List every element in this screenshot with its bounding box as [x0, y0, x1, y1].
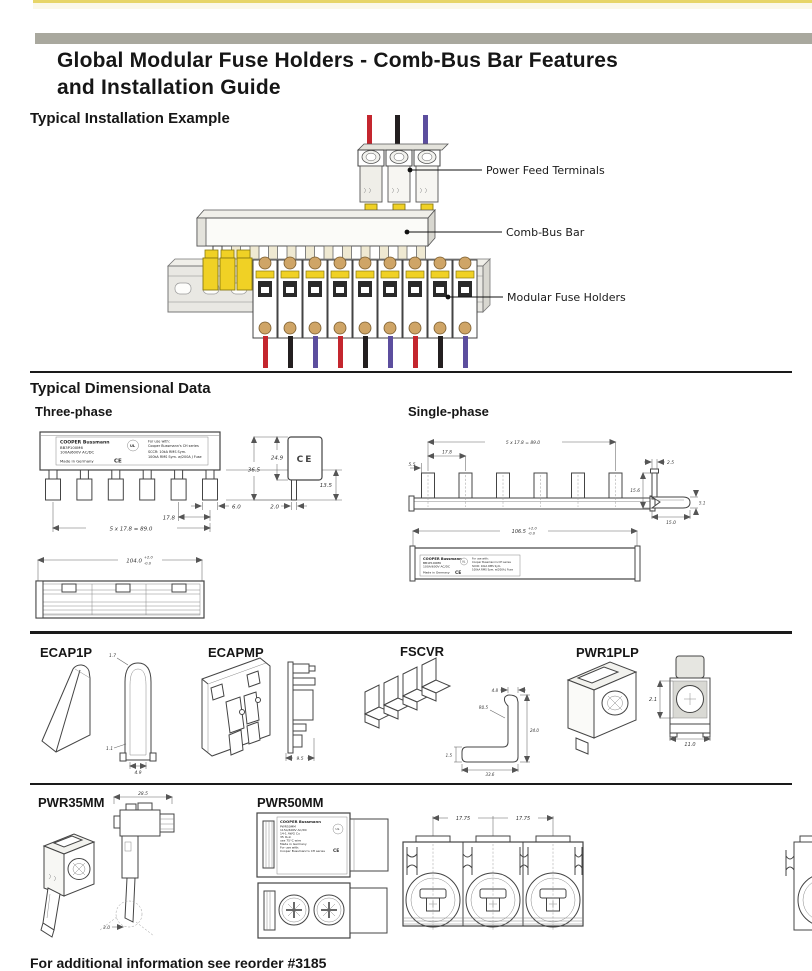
- ecap1p-front-view: [106, 653, 156, 776]
- pwr35mm-iso-view: [41, 834, 94, 937]
- dim-body-height: 24.9: [270, 455, 284, 462]
- sp-nameplate-origin: Made in Germany: [423, 570, 450, 575]
- svg-text:UL: UL: [335, 827, 340, 832]
- callout-fuse-holders-label: Modular Fuse Holders: [507, 291, 626, 304]
- three-phase-label: Three-phase: [35, 404, 113, 419]
- svg-text:UL: UL: [462, 560, 466, 564]
- installation-heading: Typical Installation Example: [30, 110, 230, 127]
- header-gray-bar: [35, 33, 812, 44]
- three-phase-drawing: [30, 424, 380, 624]
- ecap1p-iso-view: [42, 665, 90, 752]
- label-ecapmp: ECAPMP: [208, 645, 264, 660]
- dim-sp-overall: 5 x 17.8 = 89.0: [505, 441, 541, 446]
- nameplate-use2: Cooper Bussmann's CH series: [148, 444, 199, 448]
- nameplate-use4: 100kA RMS Sym. w/200A J Fuse: [148, 455, 202, 459]
- accessories-row1-drawings: [30, 640, 790, 783]
- nameplate-use1: For use with:: [148, 439, 170, 444]
- label-pwr1plp: PWR1PLP: [576, 645, 639, 660]
- section-divider-1: [30, 371, 792, 373]
- label-fscvr: FSCVR: [400, 644, 445, 659]
- ce-mark-side: CE: [296, 455, 314, 465]
- label-pwr35mm: PWR35MM: [38, 795, 105, 810]
- section-divider-2: [30, 631, 792, 634]
- nameplate-brand: COOPER Bussmann: [60, 440, 110, 446]
- dim-tol-plus: +2.0: [144, 555, 153, 560]
- dim-overall: 5 x 17.8 = 89.0: [109, 526, 153, 533]
- footer-note: For additional information see reorder #3185: [30, 955, 327, 971]
- svg-text:UL: UL: [130, 444, 136, 448]
- section-divider-3: [30, 783, 792, 785]
- nameplate-use3: SCCR: 10kA RMS Sym.: [148, 450, 187, 454]
- dim-tooth-height: 13.5: [319, 483, 332, 489]
- page-title: [57, 47, 767, 101]
- nameplate-origin: Made in Germany: [60, 458, 94, 464]
- sp-nameplate-rating: 100A/600V AC/DC: [423, 564, 451, 569]
- ecapmp-iso-view: [202, 658, 270, 756]
- callout-bus-bar-label: Comb-Bus Bar: [506, 226, 585, 239]
- nameplate-rating: 100A/600V AC/DC: [60, 449, 95, 455]
- pwr50-nameplate-origin: Made in Germany: [280, 842, 307, 846]
- pwr1plp-front-view: [649, 656, 710, 748]
- dim-ecapmp-depth: 9.5: [296, 757, 304, 762]
- dim-fscvr-tip: 4.8: [491, 688, 498, 693]
- dim-pwr1plp-width: 11.0: [684, 742, 696, 748]
- dim-fscvr-height: 24.0: [530, 728, 539, 733]
- pwr50-nameplate-torque: 35 lb-in: [280, 835, 292, 839]
- page-title-line1: Global Modular Fuse Holders - Comb-Bus Bar Features: [57, 49, 618, 72]
- label-pwr50mm: PWR50MM: [257, 795, 324, 810]
- pwr50-nameplate-part: PWR50MM: [280, 824, 296, 829]
- modular-fuse-holders: [253, 257, 477, 338]
- single-phase-label: Single-phase: [408, 404, 489, 419]
- dim-length: 104.0: [126, 558, 142, 565]
- three-phase-teeth: [46, 470, 218, 500]
- sp-nameplate-part: BB1P100M6: [423, 561, 442, 565]
- dim-pitch: 17.8: [162, 515, 175, 522]
- label-ecap1p: ECAP1P: [40, 645, 93, 660]
- single-phase-top-view: [409, 440, 655, 511]
- pwr50-nameplate-brand: COOPER Bussmann: [280, 819, 321, 824]
- fscvr-profile-view: [446, 687, 540, 777]
- single-phase-profile-view: [630, 459, 705, 526]
- dim-fscvr-thickness: 1.5: [445, 753, 452, 758]
- dim-tol-minus: -0.0: [144, 561, 152, 566]
- end-clips: [203, 250, 252, 290]
- pwr50mm-top-view: [257, 813, 388, 877]
- dim-pwr35-depth: 28.5: [138, 792, 148, 797]
- pwr50-nameplate-wire: 14-1 AWG Cu: [280, 831, 300, 836]
- sp-nameplate-use1: For use with:: [472, 557, 489, 561]
- pwr50-ce-mark: CE: [333, 849, 340, 854]
- dim-ecap-base: 4.9: [134, 771, 142, 776]
- ce-mark: CE: [114, 458, 122, 465]
- sp-nameplate-brand: COOPER Bussmann: [423, 557, 462, 561]
- accessories-row2-drawings: [30, 790, 812, 945]
- pwr50-nameplate-temp: use 75°C wire: [280, 838, 301, 843]
- pwr1plp-iso-view: [568, 662, 636, 754]
- dim-overall-height: 36.5: [247, 467, 261, 474]
- dim-ecap-top: 1.7: [109, 654, 116, 659]
- load-wires: [263, 336, 468, 368]
- sp-ce-mark: CE: [455, 571, 462, 576]
- dim-pwr35-blade: 3.0: [103, 926, 110, 931]
- dim-pwr50-pitch2: 17.75: [515, 816, 531, 822]
- dim-height: 15.6: [630, 489, 640, 494]
- dim-sp-offset: 5.5: [408, 463, 416, 468]
- sp-nameplate-use3: SCCR: 10kA RMS Sym.: [472, 565, 502, 568]
- nameplate-part: BB3P100M6: [60, 445, 83, 450]
- page-title-line2: and Installation Guide: [57, 76, 281, 99]
- fscvr-iso-view: [365, 658, 450, 728]
- pwr50mm-front-view: [403, 816, 583, 930]
- three-phase-bottom-view: [36, 556, 204, 619]
- sp-nameplate-use2: Cooper Bussmann's CH series: [472, 560, 511, 564]
- dim-blade-thickness: 2.0: [270, 504, 279, 511]
- ecapmp-side-view: [286, 662, 315, 762]
- profile-dimensions: [630, 459, 705, 526]
- dim-foot-length: 15.0: [666, 521, 676, 526]
- dim-blade: 2.5: [667, 461, 674, 466]
- single-phase-bottom-view: [410, 527, 640, 582]
- dim-sp-pitch: 17.8: [442, 450, 452, 456]
- dim-tooth-width: 6.0: [232, 504, 241, 511]
- dim-fscvr-radius: R0.5: [478, 705, 488, 710]
- sp-nameplate-use4: 100kA RMS Sym. w/200A J Fuse: [472, 568, 513, 572]
- installation-illustration: [155, 110, 660, 375]
- top-accent-bar-fade: [33, 3, 812, 9]
- pwr50mm-bottom-view: [258, 883, 387, 938]
- dimensional-heading: Typical Dimensional Data: [30, 380, 211, 397]
- single-phase-drawing: [400, 430, 812, 588]
- three-phase-side-view: [248, 437, 322, 511]
- callout-power-feed-label: Power Feed Terminals: [486, 164, 605, 177]
- pwr50-nameplate-rating: 115A/600V AC/DC: [280, 828, 308, 832]
- pwr50-nameplate-use1: For use with:: [280, 845, 300, 850]
- pwr50mm-partial-edge-view: [786, 836, 812, 930]
- dim-pwr50-pitch1: 17.75: [455, 816, 471, 822]
- dim-sp-length: 106.5: [511, 529, 526, 535]
- dim-foot-height: 5.1: [699, 500, 706, 506]
- dim-pwr1plp-opening: 2.1: [649, 697, 657, 703]
- pwr35mm-side-view: [100, 791, 174, 936]
- dim-sp-tol-minus: -0.0: [528, 531, 536, 536]
- pwr50-nameplate-use2: Cooper Bussmann's CH series: [280, 849, 325, 853]
- dim-ecap-wall: 1.1: [106, 747, 113, 752]
- dim-sp-tol-plus: +2.0: [528, 526, 537, 531]
- dim-fscvr-length: 33.6: [485, 772, 495, 777]
